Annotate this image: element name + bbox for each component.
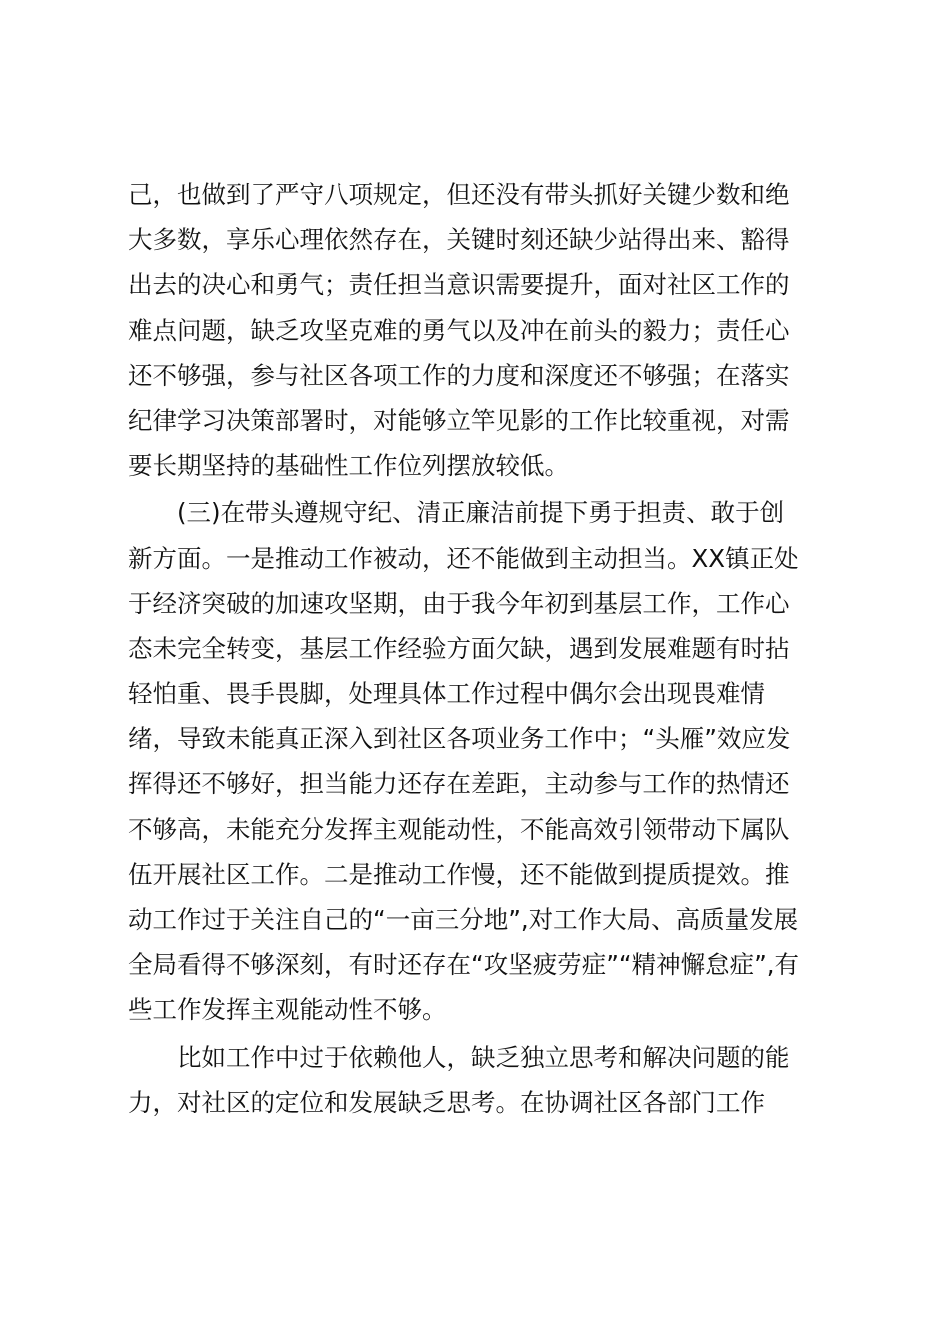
text-line: 己，也做到了严守八项规定，但还没有带头抓好关键少数和绝 [128,180,790,209]
paragraph-3 [128,1035,832,1125]
text-line: 绪，导致未能真正深入到社区各项业务工作中；“头雁”效应发 [128,724,791,754]
text-line: 出去的决心和勇气；责任担当意识需要提升，面对社区工作的 [128,270,790,300]
text-line: 难点问题，缺乏攻坚克难的勇气以及冲在前头的毅力；责任心 [128,315,790,345]
paragraph-1 [128,172,832,488]
text-line: 动工作过于关注自己的“一亩三分地”,对工作大局、高质量发展 [128,905,799,934]
text-line: 力，对社区的定位和发展缺乏思考。在协调社区各部门工作 [128,1087,765,1117]
text-line: 全局看得不够深刻，有时还存在“攻坚疲劳症”“精神懈怠症”,有 [128,950,800,980]
text-line: 轻怕重、畏手畏脚，处理具体工作过程中偶尔会出现畏难情 [128,679,765,709]
text-line: 挥得还不够好，担当能力还存在差距，主动参与工作的热情还 [128,769,790,799]
text-line: 比如工作中过于依赖他人，缺乏独立思考和解决问题的能 [177,1042,790,1072]
text-line: 要长期坚持的基础性工作位列摆放较低。 [128,451,569,481]
document-body [128,172,832,1125]
text-line: (三)在带头遵规守纪、清正廉洁前提下勇于担责、敢于创 [177,498,785,528]
text-line: 些工作发挥主观能动性不够。 [128,995,447,1025]
text-line: 新方面。一是推动工作被动，还不能做到主动担当。XX镇正处 [128,543,799,573]
paragraph-2 [128,490,832,1032]
text-line: 不够高，未能充分发挥主观能动性，不能高效引领带动下属队 [128,814,790,844]
text-line: 大多数，享乐心理依然存在，关键时刻还缺少站得出来、豁得 [128,225,790,255]
text-line: 于经济突破的加速攻坚期，由于我今年初到基层工作，工作心 [128,588,790,618]
text-line: 还不够强，参与社区各项工作的力度和深度还不够强；在落实 [128,360,790,390]
text-line: 态未完全转变，基层工作经验方面欠缺，遇到发展难题有时拈 [128,633,790,663]
text-line: 伍开展社区工作。二是推动工作慢，还不能做到提质提效。推 [128,859,790,889]
text-line: 纪律学习决策部署时，对能够立竿见影的工作比较重视，对需 [128,405,790,435]
